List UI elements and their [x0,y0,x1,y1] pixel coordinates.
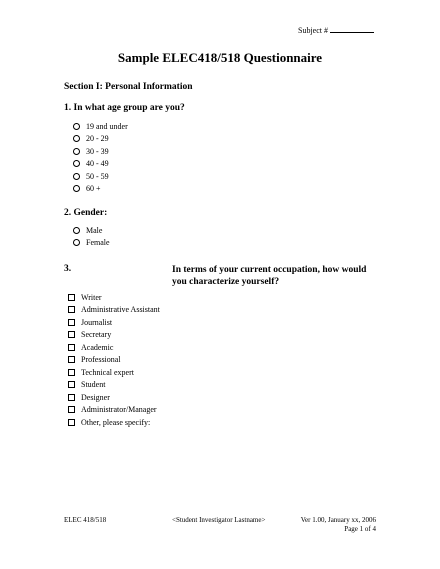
radio-button-icon[interactable] [73,148,80,155]
age-option-60-plus[interactable]: 60 + [73,183,128,196]
occupation-option-secretary[interactable]: Secretary [68,329,160,342]
occupation-option-student[interactable]: Student [68,379,160,392]
footer-course: ELEC 418/518 [64,516,107,524]
checkbox-icon[interactable] [68,406,75,413]
age-option-30-39[interactable]: 30 - 39 [73,145,128,158]
checkbox-icon[interactable] [68,306,75,313]
checkbox-icon[interactable] [68,394,75,401]
radio-button-icon[interactable] [73,185,80,192]
occupation-option-writer[interactable]: Writer [68,291,160,304]
checkbox-icon[interactable] [68,294,75,301]
question-1-options [73,120,128,195]
age-option-20-29[interactable]: 20 - 29 [73,133,128,146]
radio-button-icon[interactable] [73,173,80,180]
radio-button-icon[interactable] [73,123,80,130]
checkbox-icon[interactable] [68,356,75,363]
page-title: Sample ELEC418/518 Questionnaire [117,50,323,65]
radio-button-icon[interactable] [73,135,80,142]
age-option-19-and-under[interactable]: 19 and under [73,120,128,133]
question-3-options [68,291,160,429]
gender-option-female[interactable]: Female [73,237,110,250]
occupation-option-professional[interactable]: Professional [68,354,160,367]
question-2-options [73,224,110,249]
occupation-option-administrator-manager[interactable]: Administrator/Manager [68,404,160,417]
question-3-text: In terms of your current occupation, how would you characterize yourself? [172,265,367,287]
checkbox-icon[interactable] [68,319,75,326]
age-option-40-49[interactable]: 40 - 49 [73,158,128,171]
occupation-option-designer[interactable]: Designer [68,391,160,404]
occupation-option-academic[interactable]: Academic [68,341,160,354]
section-title: Section I: Personal Information [64,82,193,92]
question-1-text: 1. In what age group are you? [64,103,185,113]
occupation-option-other[interactable]: Other, please specify: [68,416,160,429]
gender-option-male[interactable]: Male [73,224,110,237]
checkbox-icon[interactable] [68,381,75,388]
radio-button-icon[interactable] [73,239,80,246]
checkbox-icon[interactable] [68,369,75,376]
checkbox-icon[interactable] [68,331,75,338]
subject-field [298,25,374,35]
radio-button-icon[interactable] [73,227,80,234]
age-option-50-59[interactable]: 50 - 59 [73,170,128,183]
question-3-number: 3. [64,264,72,274]
subject-label: Subject # [298,26,328,35]
checkbox-icon[interactable] [68,419,75,426]
checkbox-icon[interactable] [68,344,75,351]
occupation-option-journalist[interactable]: Journalist [68,316,160,329]
occupation-option-technical-expert[interactable]: Technical expert [68,366,160,379]
footer-version: Ver 1.00, January xx, 2006 [300,516,376,524]
occupation-option-administrative-assistant[interactable]: Administrative Assistant [68,304,160,317]
question-2-text: 2. Gender: [64,208,108,218]
radio-button-icon[interactable] [73,160,80,167]
footer-investigator: <Student Investigator Lastname> [172,516,266,524]
subject-blank-line[interactable] [330,25,374,33]
footer-page-number: Page 1 of 4 [344,525,376,533]
